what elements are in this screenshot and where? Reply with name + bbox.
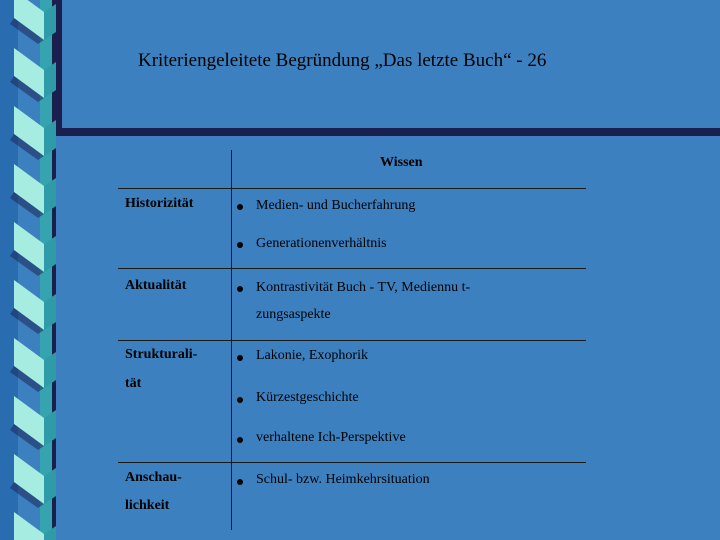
bullet-icon — [237, 479, 243, 485]
list-item: Schul- bzw. Heimkehrsituation — [256, 472, 430, 487]
criterion-label: Historizität — [125, 196, 194, 211]
bullet-icon — [237, 204, 243, 210]
row-divider — [118, 340, 586, 341]
slide-title: Kriteriengeleitete Begründung „Das letzte Buch“ - 26 — [138, 50, 547, 71]
list-item: Kontrastivität Buch - TV, Mediennu t- — [256, 280, 471, 295]
criterion-label: Anschau- — [125, 470, 182, 485]
list-item: Lakonie, Exophorik — [256, 348, 368, 363]
bullet-icon — [237, 286, 243, 292]
list-item: zungsaspekte — [256, 307, 331, 322]
row-divider — [118, 268, 586, 269]
row-divider — [118, 462, 586, 463]
criterion-label: Aktualität — [125, 278, 187, 293]
bullet-icon — [237, 397, 243, 403]
list-item: Kürzestgeschichte — [256, 390, 359, 405]
criterion-label: Strukturali- — [125, 347, 198, 362]
criterion-label: tät — [125, 376, 142, 391]
bullet-icon — [237, 355, 243, 361]
list-item: Generationenverhältnis — [256, 236, 387, 251]
bullet-icon — [237, 437, 243, 443]
criterion-label: lichkeit — [125, 498, 170, 513]
table-header: Wissen — [380, 155, 423, 170]
row-divider — [118, 188, 586, 189]
bullet-icon — [237, 242, 243, 248]
list-item: verhaltene Ich-Perspektive — [256, 430, 406, 445]
list-item: Medien- und Bucherfahrung — [256, 198, 416, 213]
